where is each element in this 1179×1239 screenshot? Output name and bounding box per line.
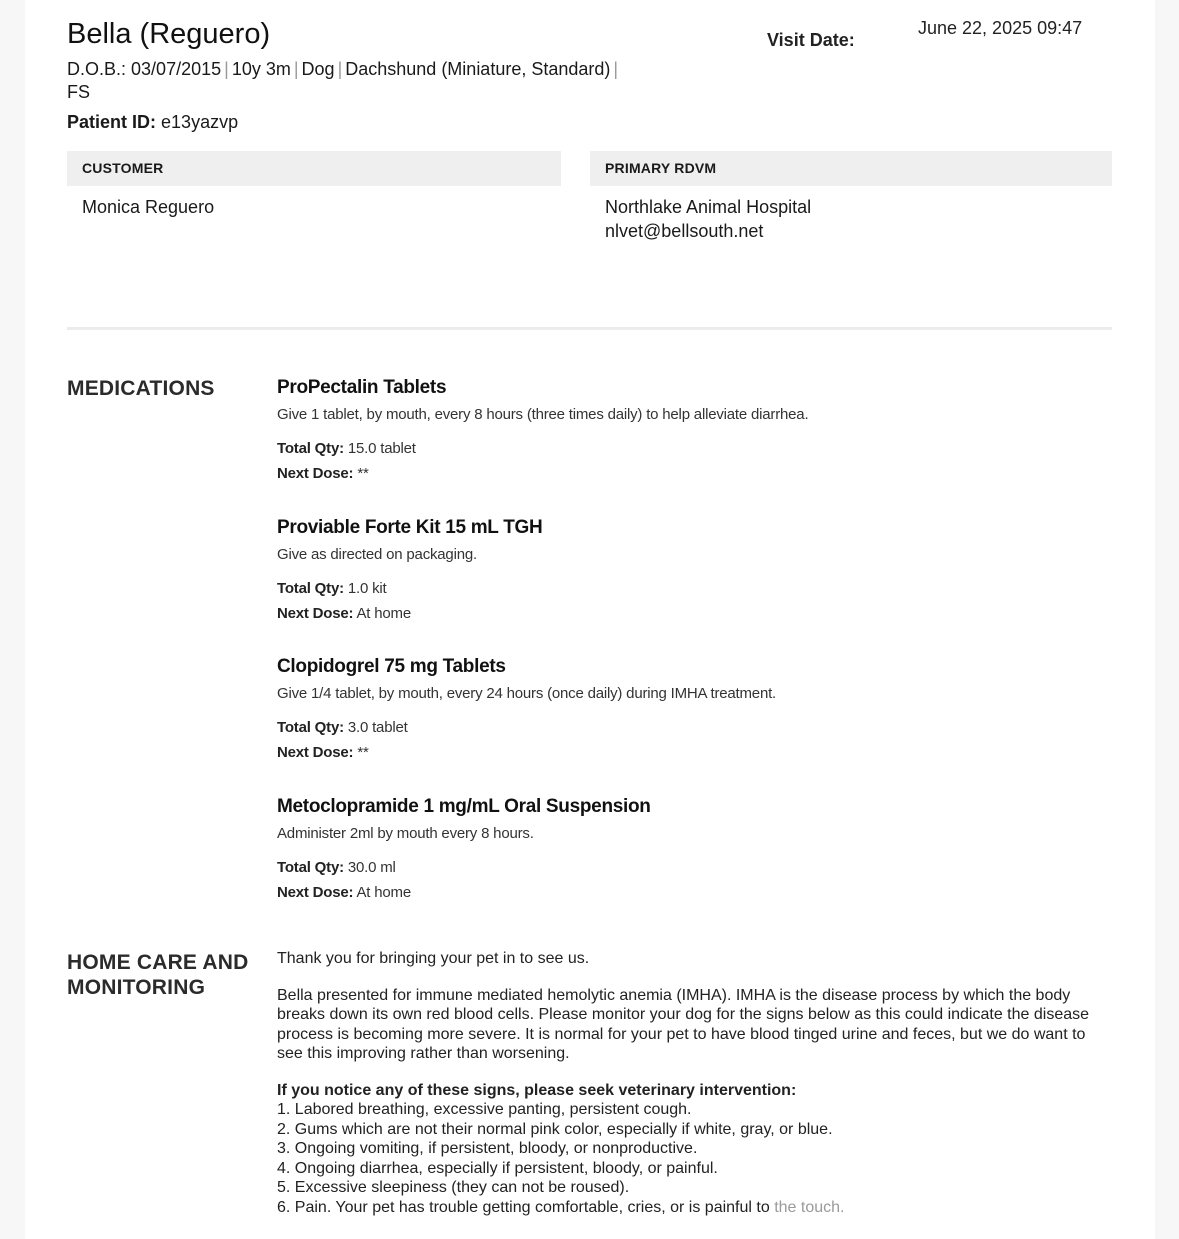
list-item: 5. Excessive sleepiness (they can not be roused). (277, 1179, 630, 1196)
customer-heading: CUSTOMER (67, 151, 561, 186)
visit-date-value: June 22, 2025 09:47 (918, 18, 1083, 38)
visit-date-label: Visit Date: (767, 30, 855, 50)
next-dose-value: ** (357, 465, 369, 482)
rdvm-heading: PRIMARY RDVM (590, 151, 1112, 186)
list-item: 3. Ongoing vomiting, if persistent, bloody, or nonproductive. (277, 1140, 698, 1157)
next-dose-label: Next Dose: (277, 884, 354, 901)
separator: | (224, 59, 229, 79)
total-qty-value: 3.0 tablet (347, 719, 408, 736)
homecare-content (277, 949, 1107, 1217)
patient-breed: Dachshund (Miniature, Standard) (345, 59, 611, 79)
last-sign-text: 6. Pain. Your pet has trouble getting comfortable, cries, or is painful to (277, 1198, 775, 1216)
next-dose-value: At home (356, 605, 411, 622)
total-qty-label: Total Qty: (277, 719, 344, 736)
last-sign-faded-text: the touch. (774, 1198, 845, 1216)
dob-value: 03/07/2015 (131, 59, 222, 79)
patient-details (67, 58, 647, 104)
signs-list (277, 1100, 1107, 1217)
total-qty-value: 1.0 kit (347, 580, 387, 597)
medication-item (277, 795, 1097, 905)
separator: | (613, 59, 619, 79)
homecare-heading-line1: HOME CARE AND (67, 951, 249, 974)
patient-id-label: Patient ID: (67, 112, 157, 132)
medication-name: ProPectalin Tablets (277, 377, 447, 398)
next-dose-label: Next Dose: (277, 605, 354, 622)
patient-sex: FS (67, 82, 91, 102)
medication-name: Clopidogrel 75 mg Tablets (277, 656, 506, 677)
list-item (277, 1198, 1107, 1218)
total-qty-value: 30.0 ml (347, 859, 396, 876)
medication-item (277, 655, 1097, 765)
total-qty-label: Total Qty: (277, 440, 344, 457)
rdvm-email: nlvet@bellsouth.net (605, 221, 764, 241)
dob-label: D.O.B.: (67, 59, 127, 79)
signs-title: If you notice any of these signs, please seek veterinary intervention: (277, 1081, 797, 1099)
patient-id-value: e13yazvp (161, 112, 239, 132)
medication-instructions: Administer 2ml by mouth every 8 hours. (277, 825, 534, 842)
homecare-heading (67, 950, 249, 1000)
total-qty-label: Total Qty: (277, 580, 344, 597)
list-item: 2. Gums which are not their normal pink color, especially if white, gray, or blue. (277, 1120, 833, 1138)
next-dose-value: ** (357, 744, 369, 761)
medications-heading: MEDICATIONS (67, 377, 215, 400)
customer-name: Monica Reguero (82, 197, 215, 217)
medication-item (277, 516, 1097, 626)
patient-name: Bella (Reguero) (67, 18, 271, 50)
homecare-intro: Thank you for bringing your pet in to see us. (277, 950, 590, 967)
medication-name: Metoclopramide 1 mg/mL Oral Suspension (277, 796, 651, 817)
patient-species: Dog (301, 59, 335, 79)
total-qty-value: 15.0 tablet (347, 440, 416, 457)
homecare-heading-line2: MONITORING (67, 976, 206, 999)
patient-id-row (67, 111, 238, 134)
patient-age: 10y 3m (231, 59, 291, 79)
medication-instructions: Give 1 tablet, by mouth, every 8 hours (three times daily) to help alleviate diarrhea. (277, 406, 809, 423)
homecare-body: Bella presented for immune mediated hemolytic anemia (IMHA). IMHA is the disease process by which the body breaks down its own red blood cells. Please monitor your dog for the signs below as this could indicate the disease process is becoming more severe. It is normal for your pet to have blood tinged urine and feces, but we do want to see this improving rather than worsening. (277, 986, 1090, 1062)
medication-name: Proviable Forte Kit 15 mL TGH (277, 517, 543, 538)
list-item: 1. Labored breathing, excessive panting, persistent cough. (277, 1101, 692, 1118)
section-divider (67, 327, 1112, 330)
medication-item (277, 376, 1097, 486)
medication-instructions: Give as directed on packaging. (277, 546, 477, 563)
separator: | (293, 59, 299, 79)
medication-instructions: Give 1/4 tablet, by mouth, every 24 hours (once daily) during IMHA treatment. (277, 685, 777, 702)
rdvm-name: Northlake Animal Hospital (605, 197, 812, 217)
next-dose-value: At home (356, 884, 411, 901)
next-dose-label: Next Dose: (277, 744, 354, 761)
total-qty-label: Total Qty: (277, 859, 344, 876)
separator: | (337, 59, 343, 79)
next-dose-label: Next Dose: (277, 465, 354, 482)
list-item: 4. Ongoing diarrhea, especially if persistent, bloody, or painful. (277, 1159, 718, 1177)
